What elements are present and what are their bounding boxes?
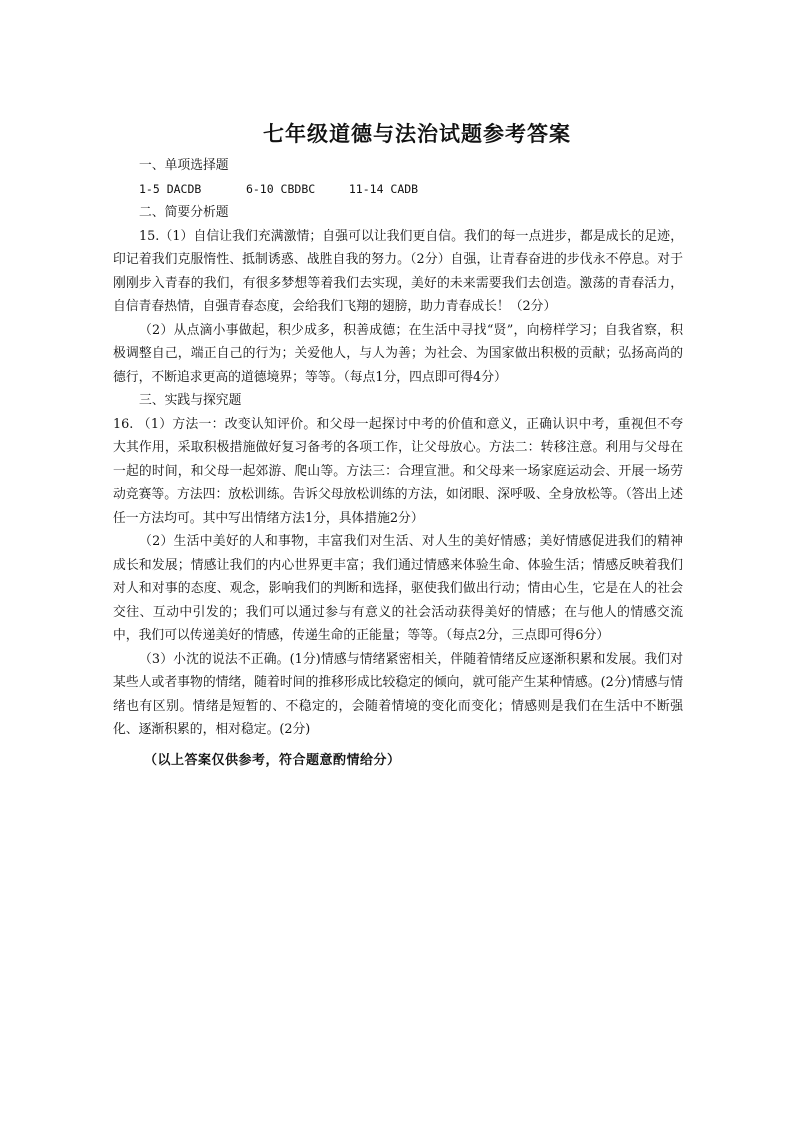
footer-note: （以上答案仅供参考，符合题意酌情给分） [144, 753, 401, 768]
multiple-choice-answers [113, 178, 683, 202]
answers-6-10: 6-10 CBDBC [245, 181, 316, 196]
q16-part1-answer: 16. （1）方法一：改变认知评价。和父母一起探讨中考的价值和意义，正确认识中考，重视但不夸大其作用，采取积极措施做好复习备考的各项工作，让父母放心。方法二：转移注意。利用与父母在一起的时间，和父母一起郊游、爬山等。方法三：合理宣泄。和父母来一场家庭运动会、开展一场劳动竞赛等。方法四：放松训练。告诉父母放松训练的方法，如闭眼、深呼吸、全身放松等。（答出上述任一方法均可。其中写出情绪方法1分，具体措施2分） [113, 416, 683, 526]
q16-part3-answer: （3）小沈的说法不正确。(1分)情感与情绪紧密相关，伴随着情绪反应逐渐积累和发展。我们对某些人或者事物的情绪，随着时间的推移形成比较稳定的倾向，就可能产生某种情感。(2分)情感与情绪也有区别。情绪是短暂的、不稳定的，会随着情境的变化而变化；情感则是我们在生活中不断强化、逐渐积累的，相对稳定。(2分) [113, 651, 683, 737]
section-heading-short-analysis: 二、简要分析题 [139, 205, 229, 220]
q16-part2-answer: （2）生活中美好的人和事物，丰富我们对生活、对人生的美好情感；美好情感促进我们的精神成长和发展；情感让我们的内心世界更丰富；我们通过情感来体验生命、体验生活；情感反映着我们对人和对事的态度、观念，影响我们的判断和选择，驱使我们做出行动；情由心生，它是在人的社会交往、互动中引发的；我们可以通过参与有意义的社会活动获得美好的情感；在与他人的情感交流中，我们可以传递美好的情感，传递生命的正能量；等等。（每点2分，三点即可得6分） [113, 534, 683, 643]
q15-part1-answer: 15.（1）自信让我们充满激情；自强可以让我们更自信。我们的每一点进步，都是成长的足迹，印记着我们克服惰性、抵制诱惑、战胜自我的努力。（2分）自强，让青春奋进的步伐永不停息。对于刚刚步入青春的我们，有很多梦想等着我们去实现，美好的未来需要我们去创造。激荡的青春活力，自信青春热情，自强青春态度，会给我们飞翔的翅膀，助力青春成长！（2分） [113, 228, 683, 314]
q15-part2-answer: （2）从点滴小事做起，积少成多，积善成德；在生活中寻找“贤”，向榜样学习；自我省察，积极调整自己，端正自己的行为；关爱他人，与人为善；为社会、为国家做出积极的贡献；弘扬高尚的德行，不断追求更高的道德境界；等等。（每点1分，四点即可得4分） [113, 322, 683, 385]
section-heading-practice-inquiry: 三、实践与探究题 [139, 393, 242, 408]
answers-1-5: 1-5 DACDB [139, 181, 202, 196]
answer-content [113, 154, 683, 742]
section-heading-multiple-choice: 一、单项选择题 [139, 158, 229, 173]
answers-11-14: 11-14 CADB [348, 181, 419, 196]
page-title: 七年级道德与法治试题参考答案 [263, 121, 571, 146]
